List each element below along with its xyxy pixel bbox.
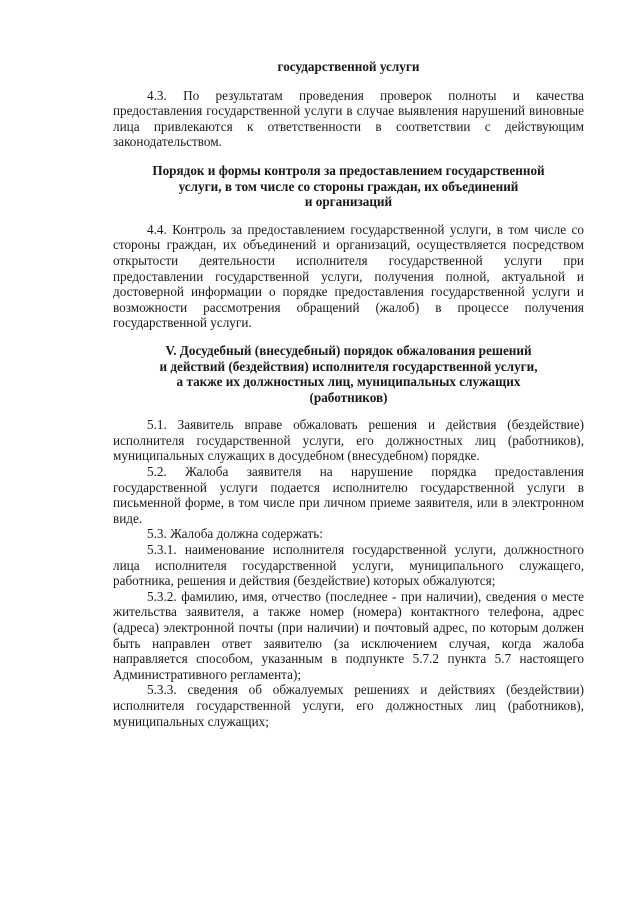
heading-section-v-line: V. Досудебный (внесудебный) порядок обжалования решений bbox=[165, 342, 532, 358]
heading-control-line: Порядок и формы контроля за предоставлением государственной bbox=[152, 162, 545, 178]
paragraph-5-3-1: 5.3.1. наименование исполнителя государственной услуги, должностного лица исполнителя государственной услуги, муниципального служащего, работника, решения и действия (бездействие) которых обжалуются; bbox=[113, 542, 584, 589]
paragraph-5-3-3: 5.3.3. сведения об обжалуемых решениях и действиях (бездействии) исполнителя государственной услуги, его должностных лиц (работников), муниципальных служащих; bbox=[113, 682, 584, 729]
heading-section-v-line: (работников) bbox=[309, 389, 388, 405]
page-top-title: государственной услуги bbox=[277, 59, 420, 74]
paragraph-5-3-2: 5.3.2. фамилию, имя, отчество (последнее - при наличии), сведения о месте жительства заявителя, а также номер (номера) контактного телефона, адрес (адреса) электронной почты (при наличии) и почтовый адрес, по которым должен быть направлен ответ заявителю (за исключением случая, когда жалоба направляется способом, указанным в подпункте 5.7.2 пункта 5.7 настоящего Административного регламента); bbox=[113, 588, 584, 682]
heading-section-v-line: а также их должностных лиц, муниципальных служащих bbox=[176, 374, 521, 390]
heading-control-line: и организаций bbox=[304, 194, 393, 210]
heading-section-v bbox=[113, 343, 584, 405]
paragraph-5-1: 5.1. Заявитель вправе обжаловать решения и действия (бездействие) исполнителя государственной услуги, его должностных лиц (работников), муниципальных служащих в досудебном (внесудебном) порядке. bbox=[113, 417, 584, 464]
heading-section-v-line: и действий (бездействия) исполнителя государственной услуги, bbox=[159, 358, 538, 374]
heading-control-line: услуги, в том числе со стороны граждан, их объединений bbox=[178, 178, 519, 194]
paragraph-4-3: 4.3. По результатам проведения проверок полноты и качества предоставления государственной услуги в случае выявления нарушений виновные лица привлекаются к ответственности в соответствии с действующим законодательством. bbox=[113, 87, 584, 150]
paragraph-5-3: 5.3. Жалоба должна содержать: bbox=[147, 526, 323, 542]
document-body bbox=[113, 59, 584, 729]
paragraph-4-4: 4.4. Контроль за предоставлением государственной услуги, в том числе со стороны граждан, их объединений и организаций, осуществляется посредством открытости деятельности исполнителя государственной услуги при предоставлении государственной услуги, получения полной, актуальной и достоверной информации о порядке предоставления государственной услуги и возможности рассмотрения обращений (жалоб) в процессе получения государственной услуги. bbox=[113, 221, 584, 331]
heading-control bbox=[113, 163, 584, 210]
paragraph-5-2: 5.2. Жалоба заявителя на нарушение порядка предоставления государственной услуги подается исполнителю государственной услуги в письменной форме, в том числе при личном приеме заявителя, или в электронном виде. bbox=[113, 464, 584, 526]
